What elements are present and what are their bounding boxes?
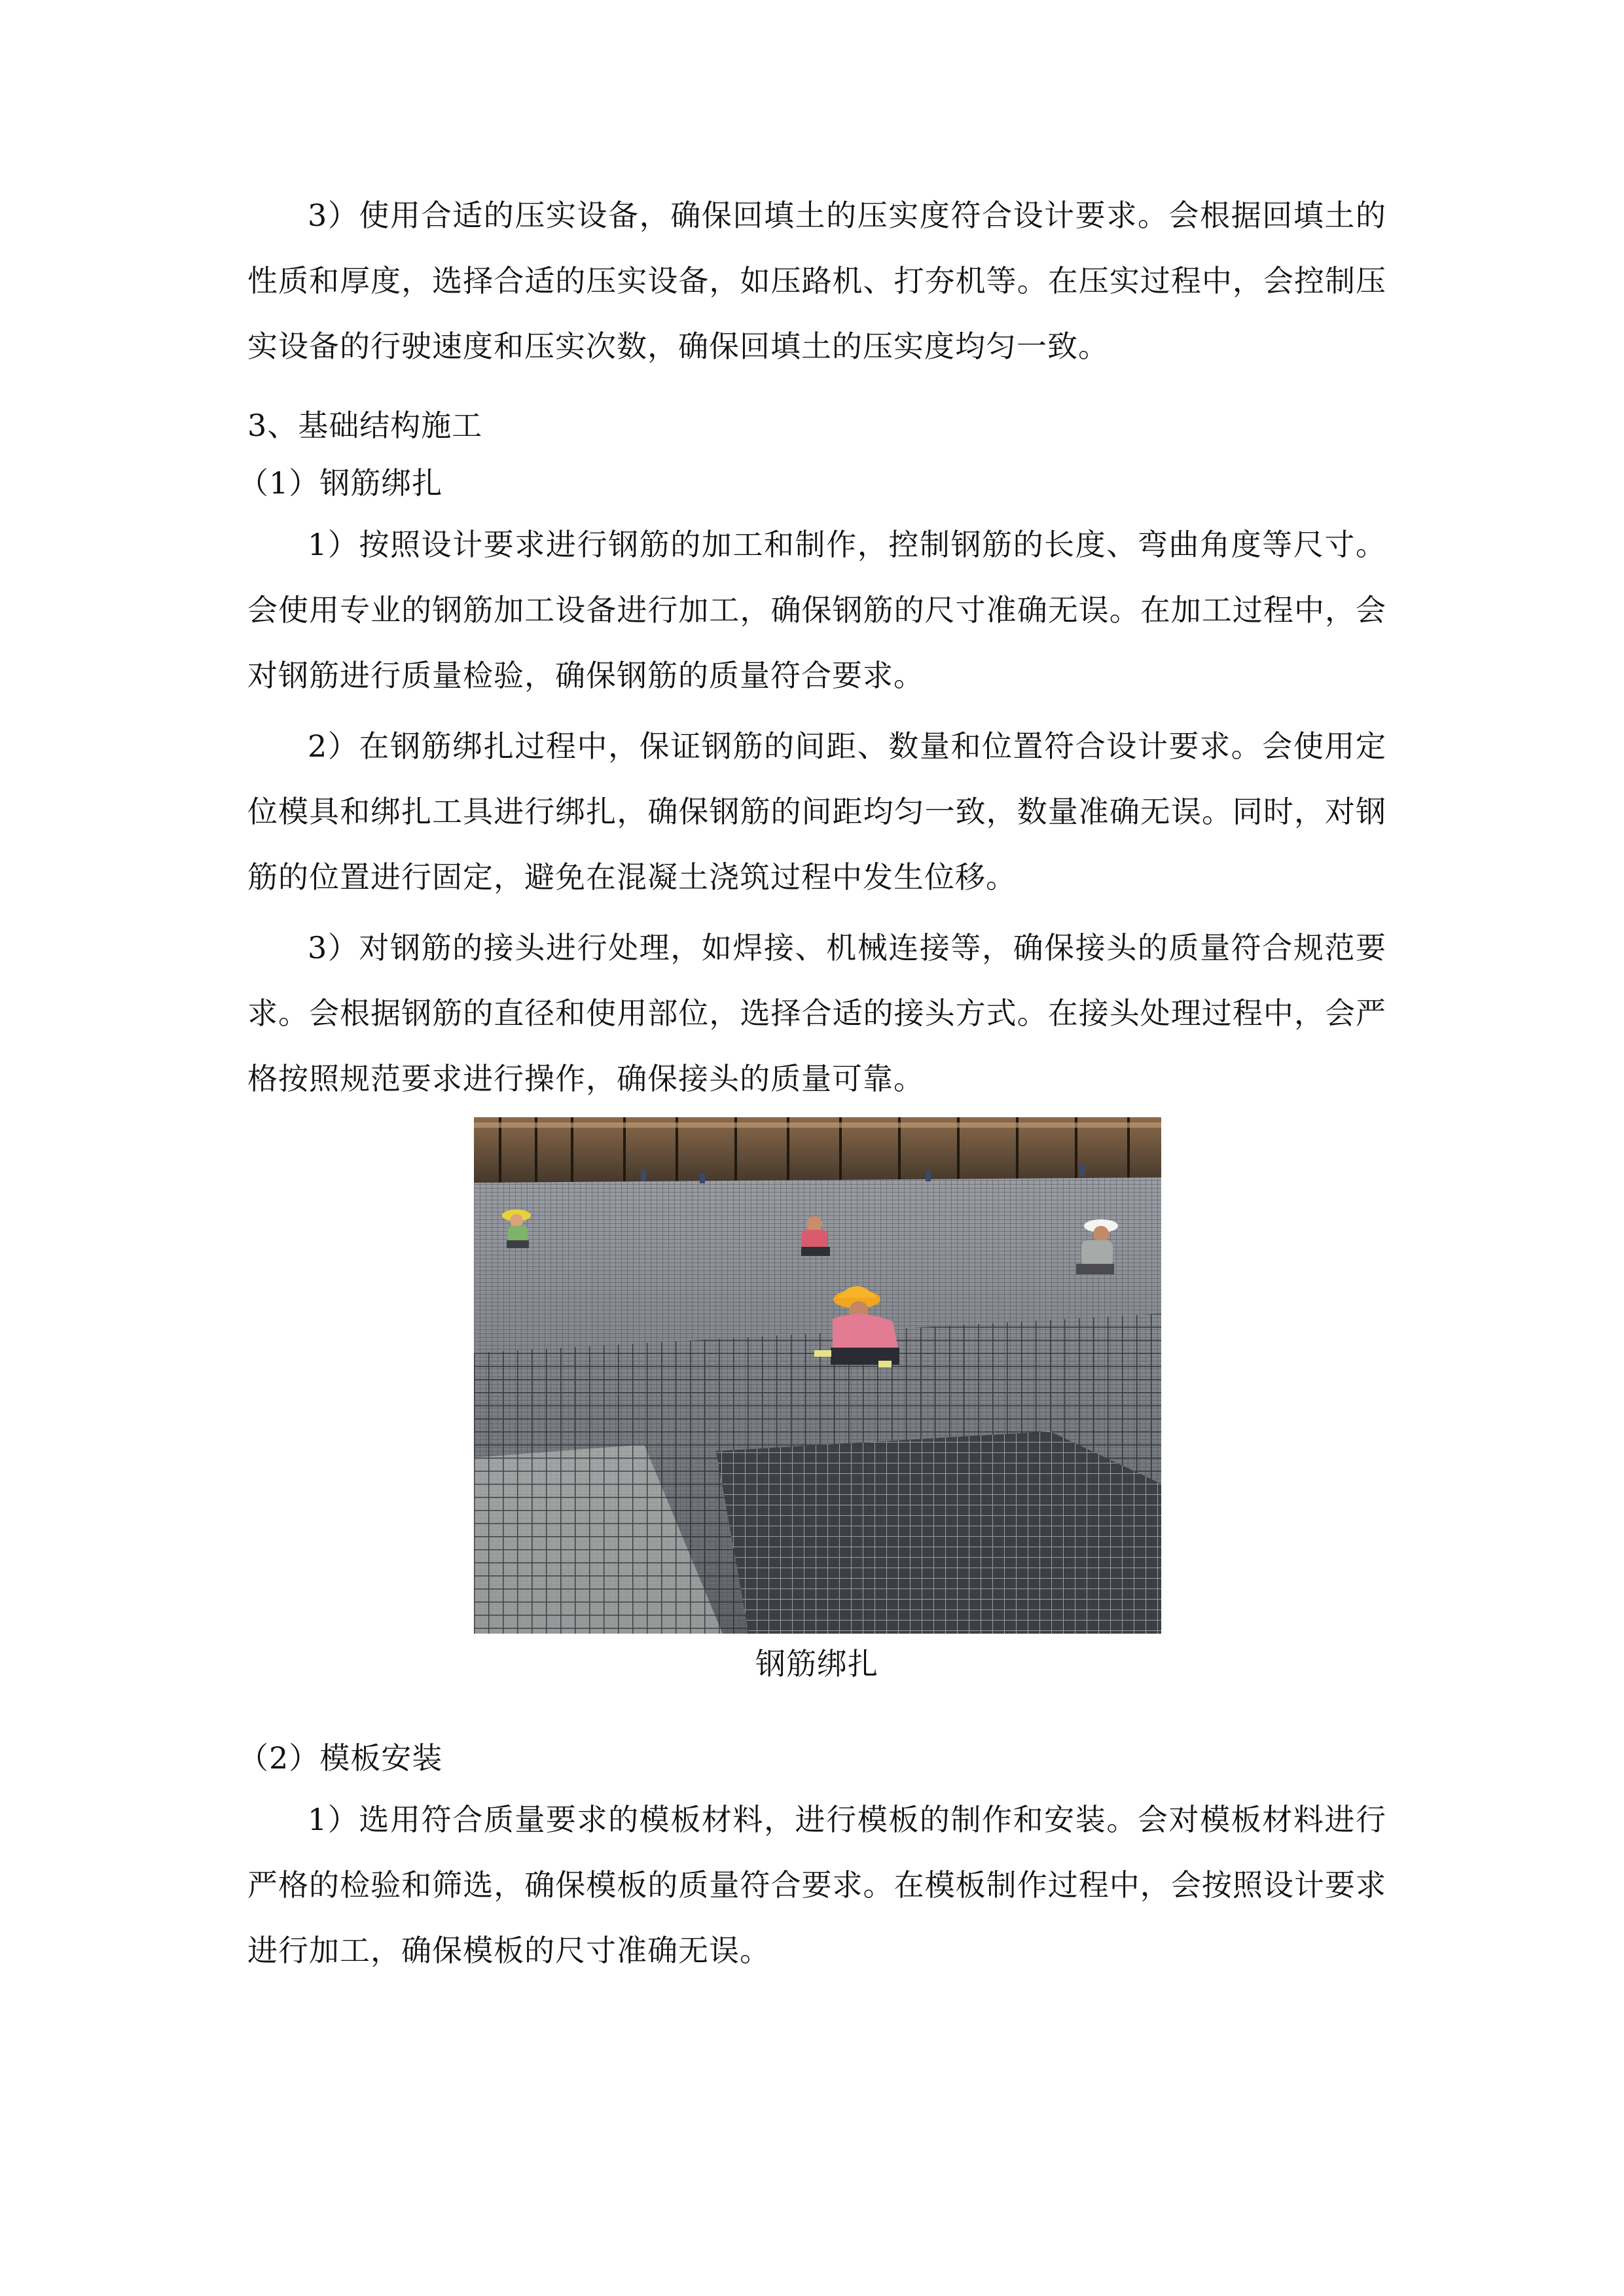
photo-caption: 钢筋绑扎 (755, 1646, 878, 1681)
subheading-rebar-binding: （1）钢筋绑扎 (238, 465, 443, 501)
paragraph-formwork-1: 1）选用符合质量要求的模板材料，进行模板的制作和安装。会对模板材料进行严格的检验和筛选，确保模板的质量符合要求。在模板制作过程中，会按照设计要求进行加工，确保模板的尺寸准确无误。 (247, 1802, 1386, 1968)
paragraph-rebar-3: 3）对钢筋的接头进行处理，如焊接、机械连接等，确保接头的质量符合规范要求。会根据钢筋的直径和使用部位，选择合适的接头方式。在接头处理过程中，会严格按照规范要求进行操作，确保接头的质量可靠。 (247, 930, 1386, 1096)
subheading-formwork: （2）模板安装 (238, 1740, 443, 1776)
paragraph-rebar-2: 2）在钢筋绑扎过程中，保证钢筋的间距、数量和位置符合设计要求。会使用定位模具和绑扎工具进行绑扎，确保钢筋的间距均匀一致，数量准确无误。同时，对钢筋的位置进行固定，避免在混凝土浇筑过程中发生位移。 (247, 728, 1386, 895)
paragraph-rebar-1: 1）按照设计要求进行钢筋的加工和制作，控制钢筋的长度、弯曲角度等尺寸。会使用专业的钢筋加工设备进行加工，确保钢筋的尺寸准确无误。在加工过程中，会对钢筋进行质量检验，确保钢筋的质量符合要求。 (247, 527, 1386, 693)
section-heading-foundation: 3、基础结构施工 (247, 408, 483, 443)
paragraph-compaction-3: 3）使用合适的压实设备，确保回填土的压实度符合设计要求。会根据回填土的性质和厚度，选择合适的压实设备，如压路机、打夯机等。在压实过程中，会控制压实设备的行驶速度和压实次数，确保回填土的压实度均匀一致。 (247, 198, 1386, 364)
rebar-binding-photo (474, 1117, 1161, 1634)
document-page (238, 0, 1386, 2296)
